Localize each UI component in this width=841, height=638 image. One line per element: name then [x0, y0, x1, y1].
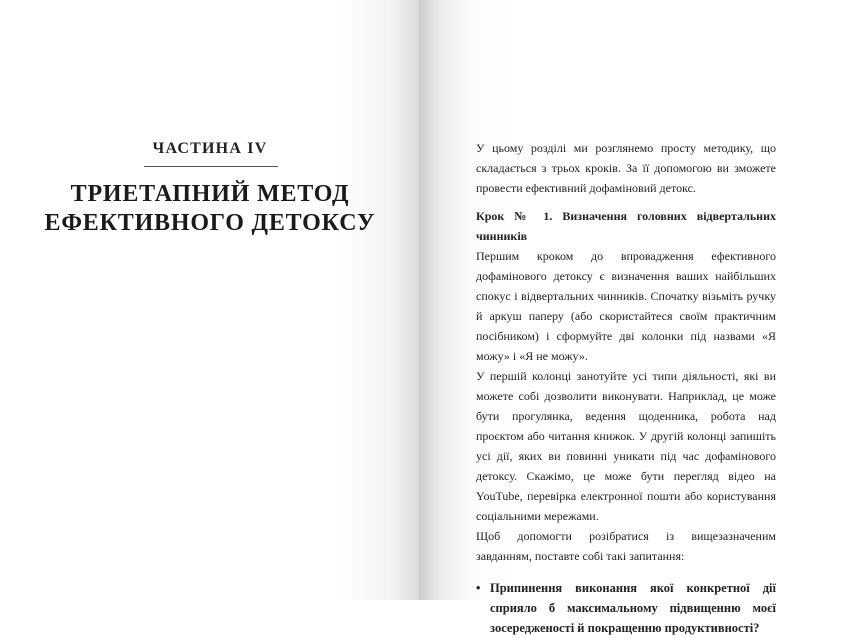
- list-item-text: Припинення виконання якої конкретної дії сприяло б максимальному підвищенню моєї зосередженості й покращенню продуктивності?: [490, 581, 776, 635]
- body-paragraph: Щоб допомогти розібратися із вищезазначеним завданням, поставте собі такі запитання:: [476, 529, 776, 563]
- chapter-title-line-2: ЕФЕКТИВНОГО ДЕТОКСУ: [44, 210, 376, 236]
- step-heading: Крок № 1. Визначення головних відвертальних чинників: [476, 209, 776, 243]
- list-item: [476, 578, 776, 638]
- part-label: ЧАСТИНА IV: [152, 140, 268, 157]
- left-page: [0, 0, 420, 600]
- chapter-title: [0, 180, 420, 238]
- step-section: [476, 206, 776, 638]
- question-list: [476, 578, 776, 638]
- intro-section: [476, 138, 776, 198]
- intro-paragraph: У цьому розділі ми розглянемо просту методику, що складається з трьох кроків. За її допомогою ви зможете провести ефективний дофаміновий детокс.: [476, 141, 776, 195]
- chapter-title-line-1: ТРИЕТАПНИЙ МЕТОД: [70, 181, 350, 207]
- part-divider: [144, 166, 278, 167]
- body-paragraph: Першим кроком до впровадження ефективного дофамінового детоксу є визначення ваших найбільших спокус і відвертальних чинників. Спочатку візьміть ручку й аркуш паперу (або скористайтеся своїм практичним посібником) і сформуйте дві колонки під назвами «Я можу» і «Я не можу».: [476, 249, 776, 363]
- bullet-icon: •: [476, 581, 481, 595]
- body-paragraph: У першій колонці занотуйте усі типи діяльності, які ви можете собі дозволити виконувати. Наприклад, це може бути прогулянка, ведення щоденника, робота над проєктом або читання книжок. У другій колонці запишіть усі дії, яких ви повинні уникати під час дофамінового детоксу. Скажімо, це може бути перегляд відео на YouTube, перевірка електронної пошти або користування соціальними мережами.: [476, 369, 776, 523]
